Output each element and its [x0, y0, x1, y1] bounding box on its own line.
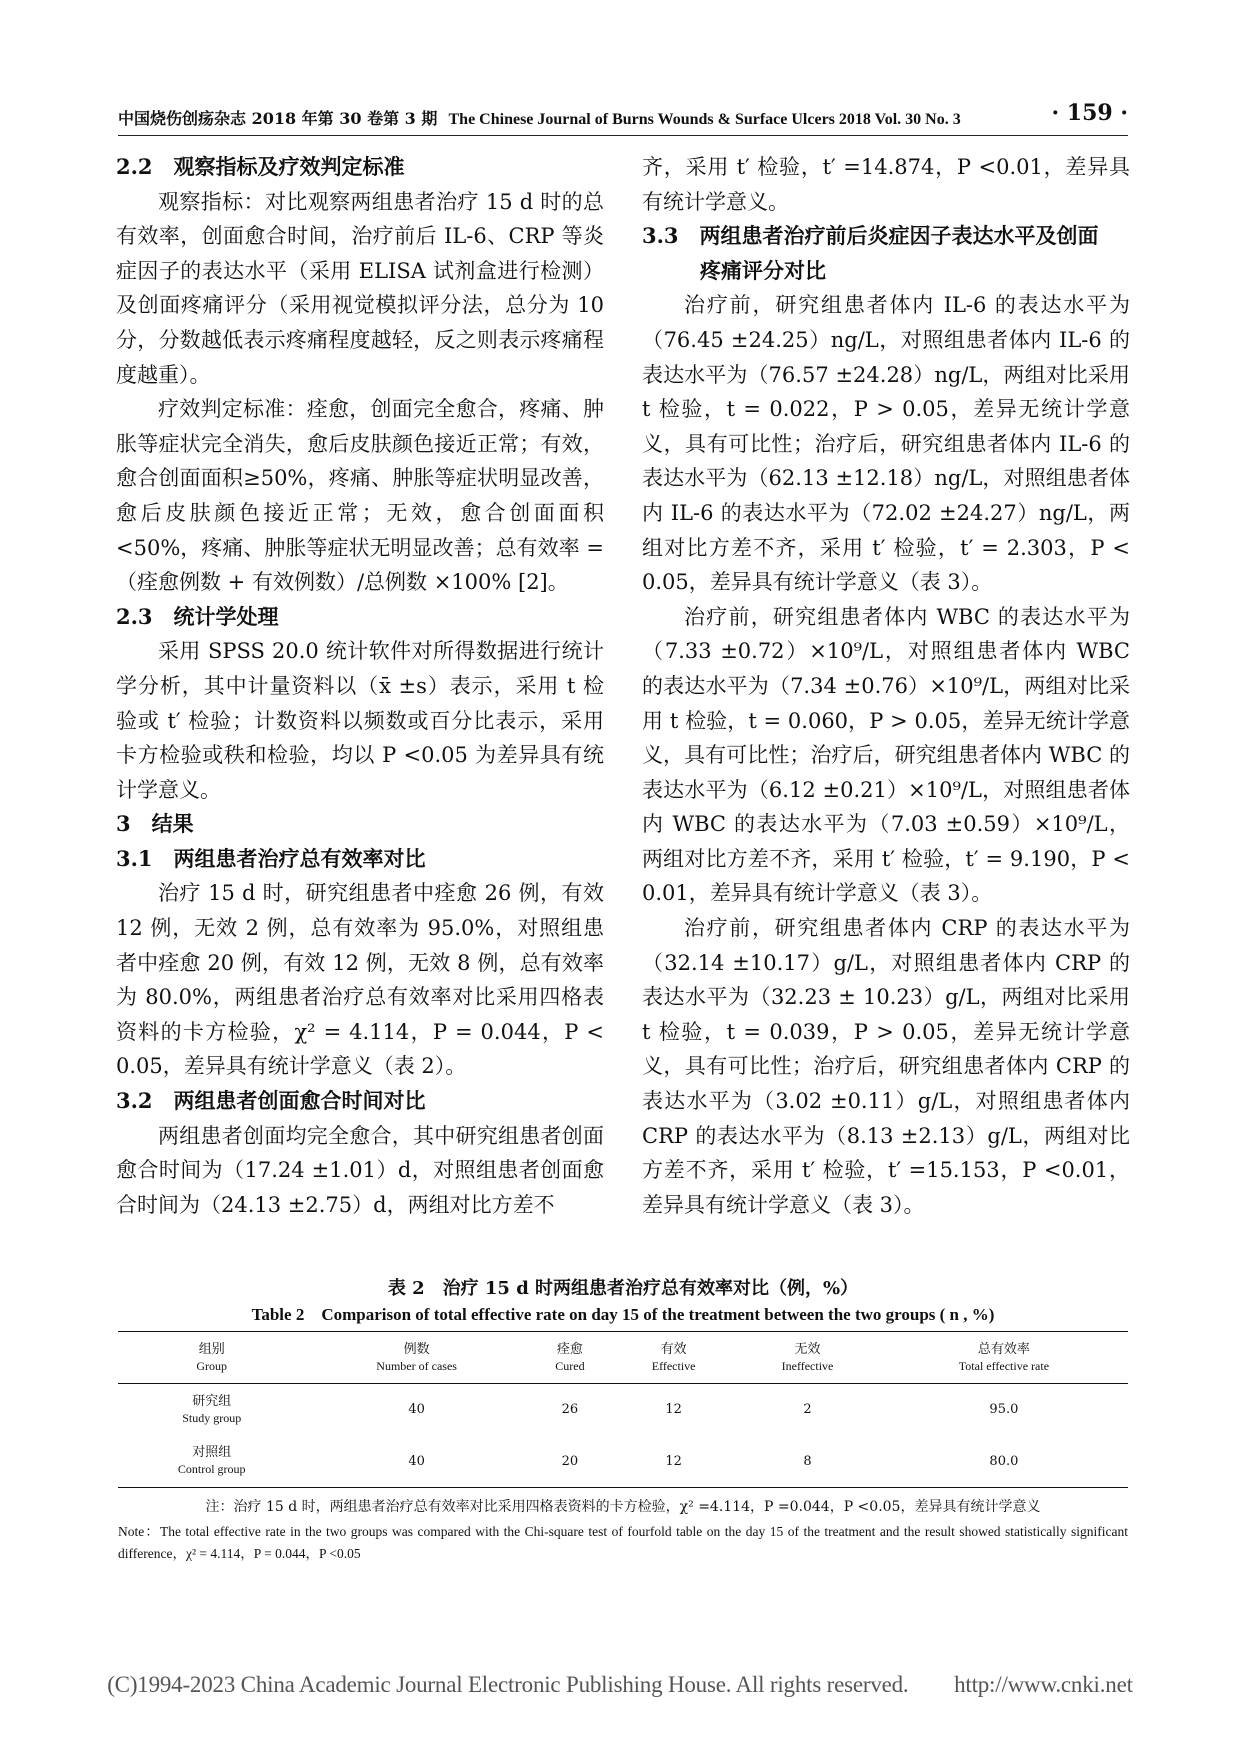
paragraph: 治疗 15 d 时，研究组患者中痊愈 26 例，有效 12 例，无效 2 例，总有效率为 95.0%，对照组患者中痊愈 20 例，有效 12 例，无效 8 例，总有效率为 80.0%，两组患者治疗总有效率对比采用四格表资料的卡方检验，χ² = 4.114，P = 0.044，P < 0.05，差异具有统计学意义（表 2）。 — [116, 881, 604, 1079]
column-header-en: Number of cases — [376, 1358, 457, 1373]
column-header-en: Group — [196, 1358, 228, 1373]
table-cell-ineffective: 2 — [803, 1402, 812, 1418]
table-note-en: Note：The total effective rate in the two groups was compared with the Chi-square test of fourfold table on the day 15 of the treatment and the result showed statistically significant difference，χ² = 4.114，P = 0.044，P <0.05 — [118, 1524, 1128, 1561]
table-row — [118, 1436, 1128, 1488]
column-header-zh: 有效 — [660, 1341, 687, 1357]
paragraph: 治疗前，研究组患者体内 WBC 的表达水平为（7.33 ±0.72）×10⁹/L，对照组患者体内 WBC 的表达水平为（7.34 ±0.76）×10⁹/L，两组对比采用 t 检验，t = 0.060，P > 0.05，差异无统计学意义，具有可比性；治疗后，研究组患者体内 WBC 的表达水平为（6.12 ±0.21）×10⁹/L，对照组患者体内 WBC 的表达水平为（7.03 ±0.59）×10⁹/L，两组对比方差不齐，采用 t′ 检验，t′ = 9.190，P < 0.01，差异具有统计学意义（表 3）。 — [642, 604, 1130, 906]
column-header-en: Cured — [555, 1358, 585, 1373]
table-body — [118, 1384, 1128, 1488]
right-column — [642, 150, 1130, 1222]
group-cell — [118, 1436, 305, 1488]
table-header-row — [118, 1332, 1128, 1384]
table-cell-cured: 20 — [528, 1436, 612, 1488]
group-name-en: Control group — [177, 1462, 246, 1477]
column-header-zh: 例数 — [403, 1341, 430, 1357]
column-header-en: Ineffective — [781, 1358, 834, 1373]
column-header-en: Total effective rate — [958, 1358, 1050, 1373]
group-name-zh: 研究组 — [192, 1393, 232, 1409]
column-header-zh: 无效 — [794, 1341, 821, 1357]
journal-title-en: The Chinese Journal of Burns Wounds & Surface Ulcers 2018 Vol. 30 No. 3 — [448, 111, 961, 128]
section-heading: 3 结果 — [116, 811, 194, 837]
journal-title-zh: 中国烧伤创疡杂志 2018 年第 30 卷第 3 期 — [118, 109, 438, 128]
column-header — [735, 1332, 880, 1384]
group-name-zh: 对照组 — [192, 1445, 232, 1461]
table-cell-cured: 26 — [561, 1402, 579, 1418]
table-cell-cases: 40 — [408, 1402, 425, 1418]
section-heading: 2.2 观察指标及疗效判定标准 — [116, 154, 405, 179]
paragraph: 治疗前，研究组患者体内 IL-6 的表达水平为（76.45 ±24.25）ng/L，对照组患者体内 IL-6 的表达水平为（76.57 ±24.28）ng/L，两组对比采用 t 检验，t = 0.022，P > 0.05，差异无统计学意义，具有可比性；治疗后，研究组患者体内 IL-6 的表达水平为（62.13 ±12.18）ng/L，对照组患者体内 IL-6 的表达水平为（72.02 ±24.27）ng/L，两组对比方差不齐，采用 t′ 检验，t′ = 2.303，P < 0.05，差异具有统计学意义（表 3）。 — [642, 293, 1130, 595]
column-header — [118, 1332, 305, 1384]
table-note-zh: 注：治疗 15 d 时，两组患者治疗总有效率对比采用四格表资料的卡方检验，χ² =4.114，P =0.044，P <0.05，差异具有统计学意义 — [205, 1499, 1041, 1515]
group-cell — [118, 1384, 305, 1436]
paragraph: 治疗前，研究组患者体内 CRP 的表达水平为（32.14 ±10.17）g/L，对照组患者体内 CRP 的表达水平为（32.23 ± 10.23）g/L，两组对比采用 t 检验，t = 0.039，P > 0.05，差异无统计学意义，具有可比性；治疗后，研究组患者体内 CRP 的表达水平为（3.02 ±0.11）g/L，对照组患者体内 CRP 的表达水平为（8.13 ±2.13）g/L，两组对比方差不齐，采用 t′ 检验，t′ =15.153，P <0.01，差异具有统计学意义（表 3）。 — [642, 916, 1130, 1217]
page-number: · 159 · — [1051, 100, 1128, 126]
table-caption-en: Table 2 Comparison of total effective rate on day 15 of the treatment between the two groups ( n , %) — [251, 1305, 995, 1324]
paragraph: 疗效判定标准：痊愈，创面完全愈合，疼痛、肿胀等症状完全消失，愈后皮肤颜色接近正常；有效，愈合创面面积≥50%，疼痛、肿胀等症状明显改善，愈后皮肤颜色接近正常；无效，愈合创面面积<50%，疼痛、肿胀等症状无明显改善；总有效率 =（痊愈例数 + 有效例数）/总例数 ×100% [2]。 — [116, 397, 604, 595]
table-cell-cases: 40 — [305, 1436, 527, 1488]
column-header — [612, 1332, 735, 1384]
column-header-zh: 痊愈 — [556, 1341, 583, 1357]
column-header-zh: 组别 — [198, 1341, 225, 1357]
journal-citation — [118, 106, 961, 129]
column-header-en: Effective — [651, 1358, 696, 1373]
table-cell-effective: 12 — [665, 1402, 682, 1418]
section-heading: 3.3 两组患者治疗前后炎症因子表达水平及创面 — [642, 223, 1099, 249]
left-column — [116, 150, 604, 1222]
header-rule — [118, 135, 1128, 136]
paragraph: 齐，采用 t′ 检验，t′ =14.874，P <0.01，差异具有统计学意义。 — [642, 155, 1130, 214]
section-heading: 2.3 统计学处理 — [116, 603, 279, 629]
copyright-footer: (C)1994-2023 China Academic Journal Electronic Publishing House. All rights reserved. http://www.cnki.net — [107, 1672, 1133, 1697]
paragraph: 观察指标：对比观察两组患者治疗 15 d 时的总有效率，创面愈合时间，治疗前后 IL-6、CRP 等炎症因子的表达水平（采用 ELISA 试剂盒进行检测）及创面疼痛评分（采用视觉模拟评分法，总分为 10 分，分数越低表示疼痛程度越轻，反之则表示疼痛程度越重）。 — [116, 189, 604, 387]
results-table — [118, 1331, 1128, 1488]
paragraph: 两组患者创面均完全愈合，其中研究组患者创面愈合时间为（17.24 ±1.01）d，对照组患者创面愈合时间为（24.13 ±2.75）d，两组对比方差不 — [116, 1123, 604, 1217]
table-cell-rate: 95.0 — [989, 1402, 1019, 1418]
table-cell-ineffective: 8 — [735, 1436, 880, 1488]
paragraph: 采用 SPSS 20.0 统计软件对所得数据进行统计学分析，其中计量资料以（x̄ ±s）表示，采用 t 检验或 t′ 检验；计数资料以频数或百分比表示，采用卡方检验或秩和检验，均以 P <0.05 为差异具有统计学意义。 — [116, 639, 604, 802]
column-header — [528, 1332, 612, 1384]
table-cell-rate: 80.0 — [880, 1436, 1128, 1488]
column-header — [880, 1332, 1128, 1384]
table-row — [118, 1384, 1128, 1436]
section-heading: 疼痛评分对比 — [700, 257, 826, 283]
section-heading: 3.1 两组患者治疗总有效率对比 — [116, 845, 426, 871]
table-cell-effective: 12 — [612, 1436, 735, 1488]
group-name-en: Study group — [182, 1410, 242, 1425]
section-heading: 3.2 两组患者创面愈合时间对比 — [116, 1088, 426, 1114]
table-caption-zh: 表 2 治疗 15 d 时两组患者治疗总有效率对比（例，%） — [387, 1278, 859, 1299]
column-header-zh: 总有效率 — [977, 1341, 1030, 1357]
column-header — [305, 1332, 527, 1384]
